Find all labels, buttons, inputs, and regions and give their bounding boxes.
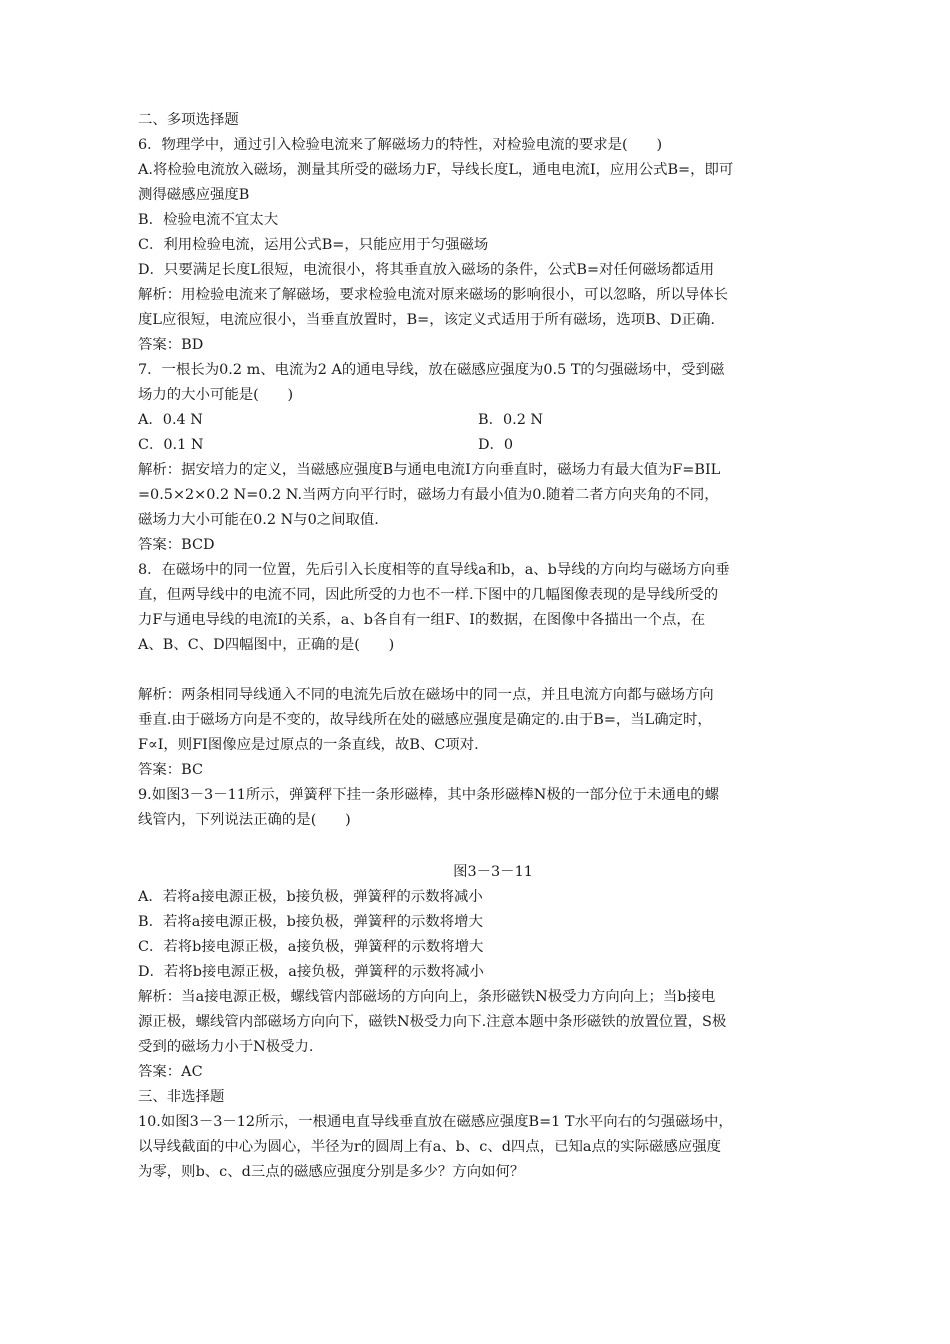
- q7-options-row-1: [138, 408, 818, 433]
- q8-stem: 8．在磁场中的同一位置，先后引入长度相等的直导线a和b，a、b导线的方向均与磁场方向垂: [138, 562, 730, 578]
- q9-figure-space: [138, 833, 818, 860]
- q6-option-a-cont: 测得磁感应强度B: [138, 187, 250, 203]
- q6-option-d: D．只要满足长度L很短，电流很小，将其垂直放入磁场的条件，公式B=对任何磁场都适用: [138, 262, 715, 278]
- q8-stem-cont-2: 力F与通电导线的电流I的关系，a、b各自有一组F、I的数据，在图像中各描出一个点，在: [138, 612, 706, 628]
- q8-analysis-cont-2: F∝I，则FI图像应是过原点的一条直线，故B、C项对.: [138, 737, 479, 753]
- section-title-multiple-choice: 二、多项选择题: [138, 112, 239, 128]
- q7-option-c: C．0.1 N: [138, 437, 204, 453]
- q10-stem: 10.如图3－3－12所示，一根通电直导线垂直放在磁感应强度B=1 T水平向右的匀强磁场中，: [138, 1114, 733, 1130]
- q7-option-d: D．0: [478, 437, 514, 453]
- q9-option-c: C．若将b接电源正极，a接负极，弹簧秤的示数将增大: [138, 939, 484, 955]
- q7-analysis-cont-1: =0.5×2×0.2 N=0.2 N.当两方向平行时，磁场力有最小值为0.随着二者方向夹角的不同，: [138, 487, 719, 503]
- q8-figure-space: [138, 658, 818, 683]
- q9-analysis-cont-2: 受到的磁场力小于N极受力.: [138, 1039, 314, 1055]
- q6-option-b: B．检验电流不宜太大: [138, 212, 279, 228]
- q9-stem: 9.如图3－3－11所示，弹簧秤下挂一条形磁棒，其中条形磁棒N极的一部分位于未通电的螺: [138, 787, 720, 803]
- q9-option-d: D．若将b接电源正极，a接负极，弹簧秤的示数将减小: [138, 964, 484, 980]
- q9-option-a: A．若将a接电源正极，b接负极，弹簧秤的示数将减小: [138, 889, 483, 905]
- section-title-non-choice: 三、非选择题: [138, 1089, 225, 1105]
- q9-analysis-cont-1: 源正极，螺线管内部磁场方向向下，磁铁N极受力向下.注意本题中条形磁铁的放置位置，S极: [138, 1014, 727, 1030]
- q8-analysis-cont-1: 垂直.由于磁场方向是不变的，故导线所在处的磁感应强度是确定的.由于B=，当L确定时，: [138, 712, 712, 728]
- q8-answer: 答案：BC: [138, 762, 204, 778]
- q6-analysis: 解析：用检验电流来了解磁场，要求检验电流对原来磁场的影响很小，可以忽略，所以导体长: [138, 287, 729, 303]
- q7-stem: 7．一根长为0.2 m、电流为2 A的通电导线，放在磁感应强度为0.5 T的匀强磁场中，受到磁: [138, 362, 725, 378]
- q9-option-b: B．若将a接电源正极，b接负极，弹簧秤的示数将增大: [138, 914, 483, 930]
- q10-stem-cont-2: 为零，则b、c、d三点的磁感应强度分别是多少？方向如何？: [138, 1164, 525, 1180]
- q7-option-a: A．0.4 N: [138, 412, 203, 428]
- q7-option-b: B．0.2 N: [478, 412, 544, 428]
- q7-stem-cont: 场力的大小可能是( ): [138, 387, 294, 403]
- document-page: [138, 108, 818, 1185]
- q9-figure-caption: 图3－3－11: [453, 864, 533, 880]
- q6-answer: 答案：BD: [138, 337, 204, 353]
- q6-option-a: A.将检验电流放入磁场，测量其所受的磁场力F，导线长度L，通电电流I，应用公式B=，即可: [138, 162, 734, 178]
- q8-stem-cont-1: 直，但两导线中的电流不同，因此所受的力也不一样.下图中的几幅图像表现的是导线所受的: [138, 587, 719, 603]
- q8-stem-cont-3: A、B、C、D四幅图中，正确的是( ): [138, 637, 395, 653]
- q6-analysis-cont: 度L应很短，电流应很小，当垂直放置时，B=，该定义式适用于所有磁场，选项B、D正确.: [138, 312, 715, 328]
- q9-analysis: 解析：当a接电源正极，螺线管内部磁场的方向向上，条形磁铁N极受力方向向上；当b接电: [138, 989, 716, 1005]
- q7-options-row-2: [138, 433, 818, 458]
- q7-analysis: 解析：据安培力的定义，当磁感应强度B与通电电流I方向垂直时，磁场力有最大值为F=BIL: [138, 462, 721, 478]
- q10-stem-cont-1: 以导线截面的中心为圆心，半径为r的圆周上有a、b、c、d四点，已知a点的实际磁感应强度: [138, 1139, 721, 1155]
- q9-stem-cont: 线管内，下列说法正确的是( ): [138, 812, 351, 828]
- q8-analysis: 解析：两条相同导线通入不同的电流先后放在磁场中的同一点，并且电流方向都与磁场方向: [138, 687, 714, 703]
- q7-analysis-cont-2: 磁场力大小可能在0.2 N与0之间取值.: [138, 512, 379, 528]
- q6-stem: 6．物理学中，通过引入检验电流来了解磁场力的特性，对检验电流的要求是( ): [138, 137, 663, 153]
- q6-option-c: C．利用检验电流，运用公式B=，只能应用于匀强磁场: [138, 237, 489, 253]
- q7-answer: 答案：BCD: [138, 537, 215, 553]
- q9-answer: 答案：AC: [138, 1064, 203, 1080]
